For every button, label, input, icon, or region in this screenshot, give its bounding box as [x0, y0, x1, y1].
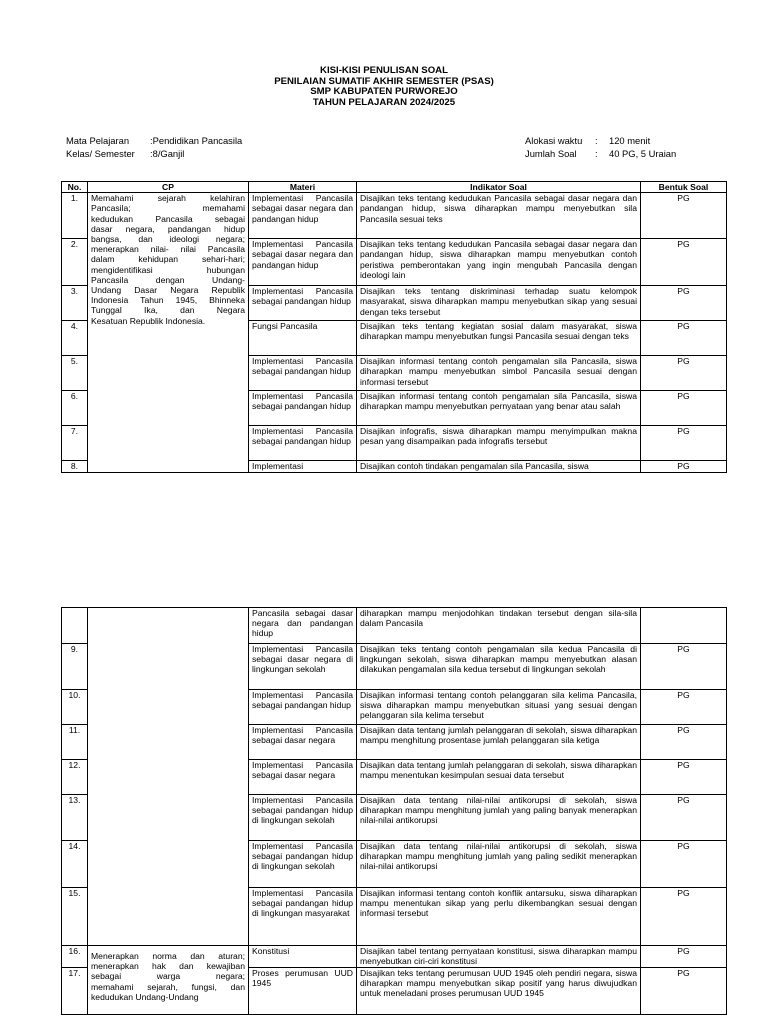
indikator-cell: Disajikan informasi tentang contoh konflik antarsuku, siswa diharapkan mampu menentukan sikap yang perlu dikembangkan sesuai dengan informasi tersebut: [357, 888, 641, 946]
indikator-cell: Disajikan data tentang nilai-nilai antikorupsi di sekolah, siswa diharapkan mampu menghitung jumlah yang paling banyak menerapkan nilai-nilai antikorupsi: [357, 795, 641, 841]
cp-text-line: Kesatuan Republik Indonesia.: [91, 315, 206, 326]
row-number: 7.: [62, 426, 88, 461]
row-number: 16.: [62, 946, 88, 968]
row-number: 17.: [62, 968, 88, 1015]
table-header-row: [62, 182, 727, 193]
row-number: 9.: [62, 644, 88, 690]
document-header: [0, 66, 768, 108]
materi-cell: Implementasi Pancasila sebagai pandangan hidup: [249, 391, 357, 426]
row-number: 6.: [62, 391, 88, 426]
bentuk-soal-cell: PG: [641, 725, 727, 760]
row-number: 14.: [62, 841, 88, 888]
header-school: SMP KABUPATEN PURWOREJO: [310, 86, 458, 98]
mapel-value: :Pendidikan Pancasila: [150, 135, 243, 146]
bentuk-soal-cell: PG: [641, 644, 727, 690]
cp-text-line: Menerapkan norma dan aturan;: [91, 951, 245, 961]
alokasi-sep: :: [595, 135, 598, 146]
indikator-cell: Disajikan teks tentang contoh pengamalan sila kedua Pancasila di lingkungan sekolah, siswa diharapkan mampu menyebutkan alasan dilakukan pengamalan sila kedua tersebut di lingkungan sekolah: [357, 644, 641, 690]
materi-cell: Implementasi Pancasila sebagai pandangan hidup di lingkungan sekolah: [249, 841, 357, 888]
cp-text-line: menerapkan nilai- nilai Pancasila: [91, 244, 245, 255]
indikator-cell: Disajikan teks tentang kegiatan sosial dalam masyarakat, siswa diharapkan mampu menyebutkan fungsi Pancasila sesuai dengan teks: [357, 321, 641, 356]
cp-text-line: Indonesia Tahun 1945, Bhinneka: [91, 295, 245, 306]
materi-cell: Implementasi Pancasila sebagai dasar negara: [249, 725, 357, 760]
row-number: 15.: [62, 888, 88, 946]
row-number: 10.: [62, 690, 88, 725]
cp-cell: [88, 193, 249, 473]
row-number: 11.: [62, 725, 88, 760]
bentuk-soal-cell: PG: [641, 841, 727, 888]
table-row: [62, 946, 727, 968]
bentuk-soal-cell: PG: [641, 946, 727, 968]
col-header-bentuk: Bentuk Soal: [641, 182, 727, 193]
materi-cell: Implementasi Pancasila sebagai dasar negara dan pandangan hidup: [249, 239, 357, 286]
materi-cell: Implementasi Pancasila sebagai pandangan hidup: [249, 690, 357, 725]
header-title: KISI-KISI PENULISAN SOAL: [320, 65, 448, 76]
bentuk-soal-cell: PG: [641, 286, 727, 321]
col-header-cp: CP: [88, 182, 249, 193]
cp-text-line: dasar negara, pandangan hidup: [91, 223, 245, 234]
materi-cell: Proses perumusan UUD 1945: [249, 968, 357, 1015]
indikator-cell: Disajikan teks tentang kedudukan Pancasila sebagai dasar negara dan pandangan hidup, siswa diharapkan mampu menyebutkan contoh peristiwa pemberontakan yang ingin mengubah Pancasila dengan ideologi lain: [357, 239, 641, 286]
bentuk-soal-cell: PG: [641, 356, 727, 391]
cp-text-line: Pancasila; memahami: [91, 203, 245, 214]
materi-cell: Implementasi Pancasila sebagai dasar negara: [249, 760, 357, 795]
indikator-cell: Disajikan data tentang jumlah pelanggaran di sekolah, siswa diharapkan mampu menghitung prosentase jumlah pelanggaran sila ketiga: [357, 725, 641, 760]
col-header-indikator: Indikator Soal: [357, 182, 641, 193]
materi-cell: Pancasila sebagai dasar negara dan pandangan hidup: [249, 608, 357, 644]
indikator-cell: diharapkan mampu menjodohkan tindakan tersebut dengan sila-sila dalam Pancasila: [357, 608, 641, 644]
indikator-cell: Disajikan teks tentang perumusan UUD 1945 oleh pendiri negara, siswa diharapkan mampu menyebutkan sikap positif yang harus diwujudkan untuk meneladani proses perumusan UUD 1945: [357, 968, 641, 1015]
info-right: [525, 135, 676, 160]
cp-text-line: bangsa, dan ideologi negara;: [91, 234, 245, 245]
cp-text-line: Pancasila dengan Undang-: [91, 274, 245, 285]
row-number: 12.: [62, 760, 88, 795]
bentuk-soal-cell: PG: [641, 426, 727, 461]
materi-cell: Implementasi Pancasila sebagai pandangan hidup: [249, 426, 357, 461]
cp-text-line: kedudukan Undang-Undang: [91, 991, 199, 1002]
cp-text-line: Memahami sejarah kelahiran: [91, 193, 245, 204]
col-header-no: No.: [62, 182, 88, 193]
cp-text-line: menerapkan hak dan kewajiban: [91, 961, 245, 972]
indikator-cell: Disajikan contoh tindakan pengamalan sila Pancasila, siswa: [357, 461, 641, 473]
row-number: 1.: [62, 193, 88, 239]
indikator-cell: Disajikan tabel tentang pernyataan konstitusi, siswa diharapkan mampu menyebutkan ciri-ciri konstitusi: [357, 946, 641, 968]
row-number: 3.: [62, 286, 88, 321]
bentuk-soal-cell: PG: [641, 391, 727, 426]
bentuk-soal-cell: [641, 608, 727, 644]
indikator-cell: Disajikan teks tentang kedudukan Pancasila sebagai dasar negara dan pandangan hidup, siswa diharapkan mampu menyebutkan sila Pancasila sesuai teks: [357, 193, 641, 239]
bentuk-soal-cell: PG: [641, 461, 727, 473]
alokasi-label: Alokasi waktu: [525, 135, 583, 146]
kisi-table-page1: [61, 181, 727, 473]
row-number: 4.: [62, 321, 88, 356]
info-left: [66, 135, 242, 160]
materi-cell: Implementasi Pancasila sebagai pandangan hidup: [249, 356, 357, 391]
table-row: [62, 193, 727, 239]
bentuk-soal-cell: PG: [641, 239, 727, 286]
indikator-cell: Disajikan teks tentang diskriminasi terhadap suatu kelompok masyarakat, siswa diharapkan mampu menyebutkan sikap yang sesuai dengan teks tersebut: [357, 286, 641, 321]
bentuk-soal-cell: PG: [641, 795, 727, 841]
indikator-cell: Disajikan informasi tentang contoh pengamalan sila Pancasila, siswa diharapkan mampu menyebutkan simbol Pancasila sesuai dengan informasi tersebut: [357, 356, 641, 391]
cp-cell: [88, 608, 249, 946]
materi-cell: Implementasi Pancasila sebagai pandangan hidup di lingkungan masyarakat: [249, 888, 357, 946]
row-number: 13.: [62, 795, 88, 841]
jumlah-sep: :: [595, 147, 598, 159]
cp-text-line: memahami sejarah, fungsi, dan: [91, 981, 245, 992]
bentuk-soal-cell: PG: [641, 888, 727, 946]
materi-cell: Implementasi Pancasila sebagai dasar negara di lingkungan sekolah: [249, 644, 357, 690]
row-number: 8.: [62, 461, 88, 473]
kelas-value: :8/Ganjil: [150, 147, 185, 159]
materi-cell: Konstitusi: [249, 946, 357, 968]
indikator-cell: Disajikan data tentang nilai-nilai antikorupsi di sekolah, siswa diharapkan mampu menghitung jumlah yang paling sedikit menerapkan nilai-nilai antikorupsi: [357, 841, 641, 888]
indikator-cell: Disajikan informasi tentang contoh pengamalan sila Pancasila, siswa diharapkan mampu menyebutkan pernyataan yang benar atau salah: [357, 391, 641, 426]
materi-cell: Implementasi Pancasila sebagai pandangan hidup di lingkungan sekolah: [249, 795, 357, 841]
row-number: 5.: [62, 356, 88, 391]
header-year: TAHUN PELAJARAN 2024/2025: [312, 96, 456, 108]
mapel-label: Mata Pelajaran: [66, 135, 130, 146]
materi-cell: Implementasi: [249, 461, 357, 473]
cp-text-line: Tunggal Ika, dan Negara: [91, 305, 245, 316]
cp-cell: [88, 946, 249, 1015]
bentuk-soal-cell: PG: [641, 968, 727, 1015]
row-number: [62, 608, 88, 644]
indikator-cell: Disajikan infografis, siswa diharapkan mampu menyimpulkan makna pesan yang disampaikan pada infografis tersebut: [357, 426, 641, 461]
table-row: [62, 608, 727, 644]
materi-cell: Implementasi Pancasila sebagai pandangan hidup: [249, 286, 357, 321]
indikator-cell: Disajikan data tentang jumlah pelanggaran di sekolah, siswa diharapkan mampu menentukan kesimpulan sesuai data tersebut: [357, 760, 641, 795]
materi-cell: Fungsi Pancasila: [249, 321, 357, 356]
bentuk-soal-cell: PG: [641, 193, 727, 239]
jumlah-value: 40 PG, 5 Uraian: [609, 147, 677, 159]
cp-text-line: Undang Dasar Negara Republik: [91, 285, 245, 296]
kelas-label: Kelas/ Semester: [66, 147, 135, 159]
col-header-materi: Materi: [249, 182, 357, 193]
cp-text-line: kedudukan Pancasila sebagai: [91, 213, 245, 224]
materi-cell: Implementasi Pancasila sebagai dasar negara dan pandangan hidup: [249, 193, 357, 239]
alokasi-value: 120 menit: [609, 135, 651, 146]
kisi-table-page2: [61, 607, 727, 1015]
bentuk-soal-cell: PG: [641, 760, 727, 795]
jumlah-label: Jumlah Soal: [525, 147, 577, 159]
cp-text-line: sebagai warga negara;: [91, 971, 245, 982]
bentuk-soal-cell: PG: [641, 321, 727, 356]
bentuk-soal-cell: PG: [641, 690, 727, 725]
cp-text-line: mengidentifikasi hubungan: [91, 264, 245, 275]
indikator-cell: Disajikan informasi tentang contoh pelanggaran sila kelima Pancasila, siswa diharapkan mampu menyebutkan situasi yang sesuai dengan pelanggaran sila kelima tersebut: [357, 690, 641, 725]
cp-text-line: dalam kehidupan sehari-hari;: [91, 254, 245, 265]
row-number: 2.: [62, 239, 88, 286]
header-subtitle: PENILAIAN SUMATIF AKHIR SEMESTER (PSAS): [274, 75, 494, 87]
